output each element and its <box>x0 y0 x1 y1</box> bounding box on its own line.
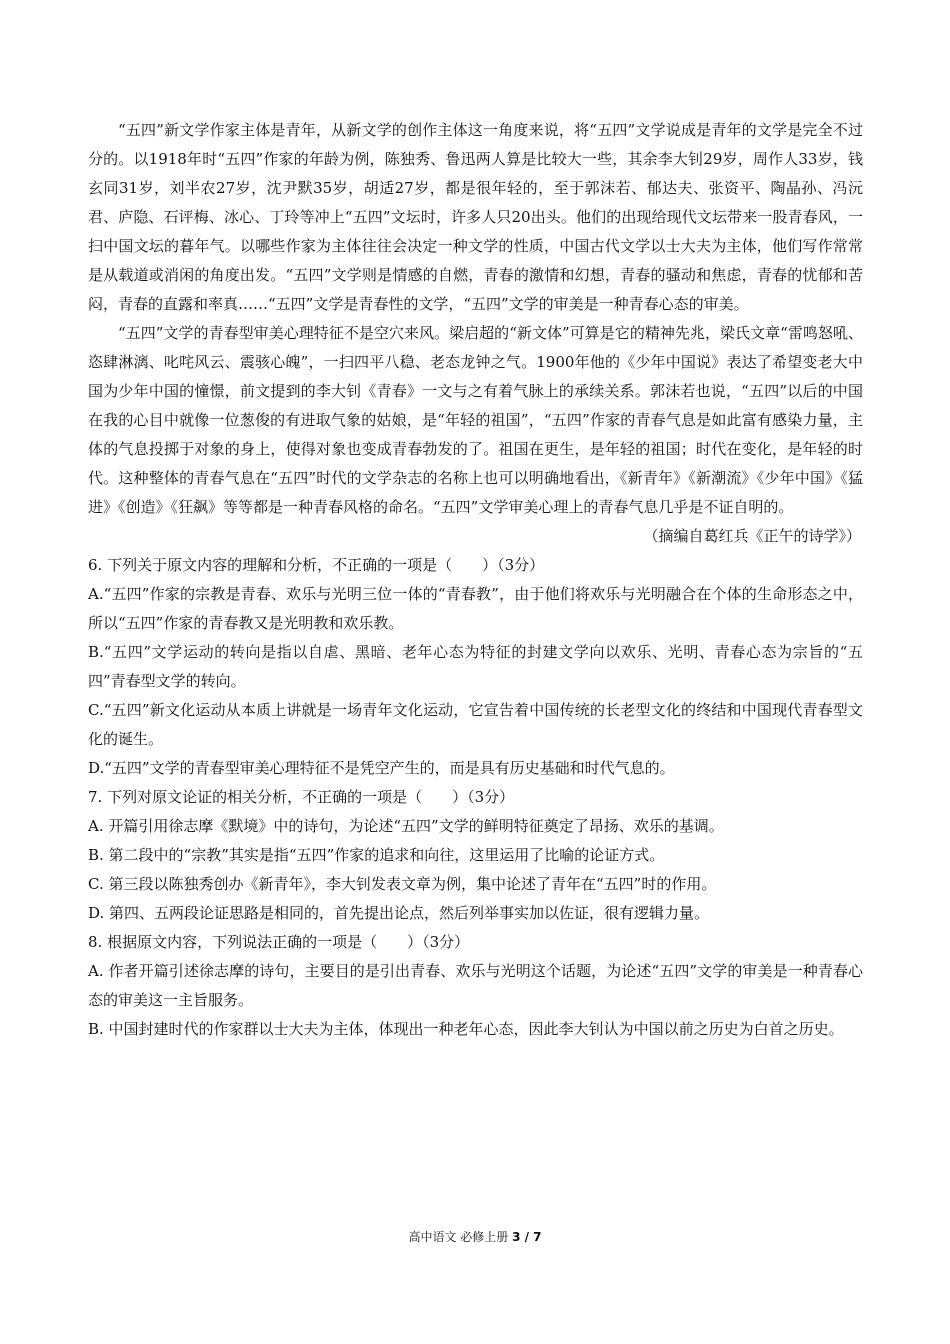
option-d: D. 第四、五两段论证思路是相同的，首先提出论点，然后列举事实加以佐证，很有逻辑力量。 <box>88 904 710 922</box>
passage-source: （摘编自葛红兵《正午的诗学》） <box>643 527 861 545</box>
option-b: B. 中国封建时代的作家群以士大夫为主体，体现出一种老年心态，因此李大钊认为中国以前之历史为白首之历史。 <box>88 1020 844 1038</box>
option-b: B.“五四”文学运动的转向是指以自虐、黑暗、老年心态为特征的封建文学向以欢乐、光明、青春心态为宗旨的“五四”青春型文学的转向。 <box>88 643 863 690</box>
question-7 <box>88 783 863 928</box>
page-number: 3 / 7 <box>512 1230 542 1244</box>
question-stem: 8. 根据原文内容，下列说法正确的一项是（ ）（3分） <box>88 933 470 951</box>
option-b: B. 第二段中的“宗教”其实是指“五四”作家的追求和向往，这里运用了比喻的论证方式。 <box>88 846 665 864</box>
option-a: A. 作者开篇引述徐志摩的诗句，主要目的是引出青春、欢乐与光明这个话题，为论述“五四”文学的审美是一种青春心态的审美这一主旨服务。 <box>88 962 863 1009</box>
option-d: D.“五四”文学的青春型审美心理特征不是凭空产生的，而是具有历史基础和时代气息的。 <box>88 759 675 777</box>
option-c: C. 第三段以陈独秀创办《新青年》，李大钊发表文章为例，集中论述了青年在“五四”时的作用。 <box>88 875 717 893</box>
page-content <box>88 116 863 1044</box>
question-stem: 7. 下列对原文论证的相关分析，不正确的一项是（ ）（3分） <box>88 788 515 806</box>
question-8 <box>88 928 863 1044</box>
page-footer <box>0 1229 950 1245</box>
passage-paragraph-2: “五四”文学的青春型审美心理特征不是空穴来风。梁启超的“新文体”可算是它的精神先兆，梁氏文章“雷鸣怒吼、恣肆淋漓、叱咤风云、震骇心魄”，一扫四平八稳、老态龙钟之气。1900年他的《少年中国说》表达了希望变老大中国为少年中国的憧憬，前文提到的李大钊《青春》一文与之有着气脉上的承续关系。郭沫若也说，“五四”以后的中国在我的心目中就像一位葱俊的有进取气象的姑娘，是“年轻的祖国”，“五四”作家的青春气息是如此富有感染力量，主体的气息投掷于对象的身上，使得对象也变成青春勃发的了。祖国在更生，是年轻的祖国；时代在变化，是年轻的时代。这种整体的青春气息在“五四”时代的文学杂志的名称上也可以明确地看出，《新青年》《新潮流》《少年中国》《猛进》《创造》《狂飙》等等都是一种青春风格的命名。“五四”文学审美心理上的青春气息几乎是不证自明的。 <box>88 324 863 516</box>
option-a: A.“五四”作家的宗教是青春、欢乐与光明三位一体的“青春教”，由于他们将欢乐与光明融合在个体的生命形态之中，所以“五四”作家的青春教又是光明教和欢乐教。 <box>88 585 863 632</box>
option-a: A. 开篇引用徐志摩《默境》中的诗句，为论述“五四”文学的鲜明特征奠定了昂扬、欢乐的基调。 <box>88 817 724 835</box>
question-stem: 6. 下列关于原文内容的理解和分析，不正确的一项是（ ）（3分） <box>88 556 545 574</box>
question-6 <box>88 551 863 783</box>
footer-label: 高中语文 必修上册 <box>408 1230 513 1244</box>
passage-paragraph-1: “五四”新文学作家主体是青年，从新文学的创作主体这一角度来说，将“五四”文学说成是青年的文学是完全不过分的。以1918年时“五四”作家的年龄为例，陈独秀、鲁迅两人算是比较大一些，其余李大钊29岁，周作人33岁，钱玄同31岁，刘半农27岁，沈尹默35岁，胡适27岁，都是很年轻的，至于郭沫若、郁达夫、张资平、陶晶孙、冯沅君、庐隐、石评梅、冰心、丁玲等冲上“五四”文坛时，许多人只20出头。他们的出现给现代文坛带来一股青春风，一扫中国文坛的暮年气。以哪些作家为主体往往会决定一种文学的性质，中国古代文学以士大夫为主体，他们写作常常是从载道或消闲的角度出发。“五四”文学则是情感的自燃，青春的激情和幻想，青春的骚动和焦虑，青春的忧郁和苦闷，青春的直露和率真……“五四”文学是青春性的文学，“五四”文学的审美是一种青春心态的审美。 <box>88 121 863 313</box>
option-c: C.“五四”新文化运动从本质上讲就是一场青年文化运动，它宣告着中国传统的长老型文化的终结和中国现代青春型文化的诞生。 <box>88 701 863 748</box>
